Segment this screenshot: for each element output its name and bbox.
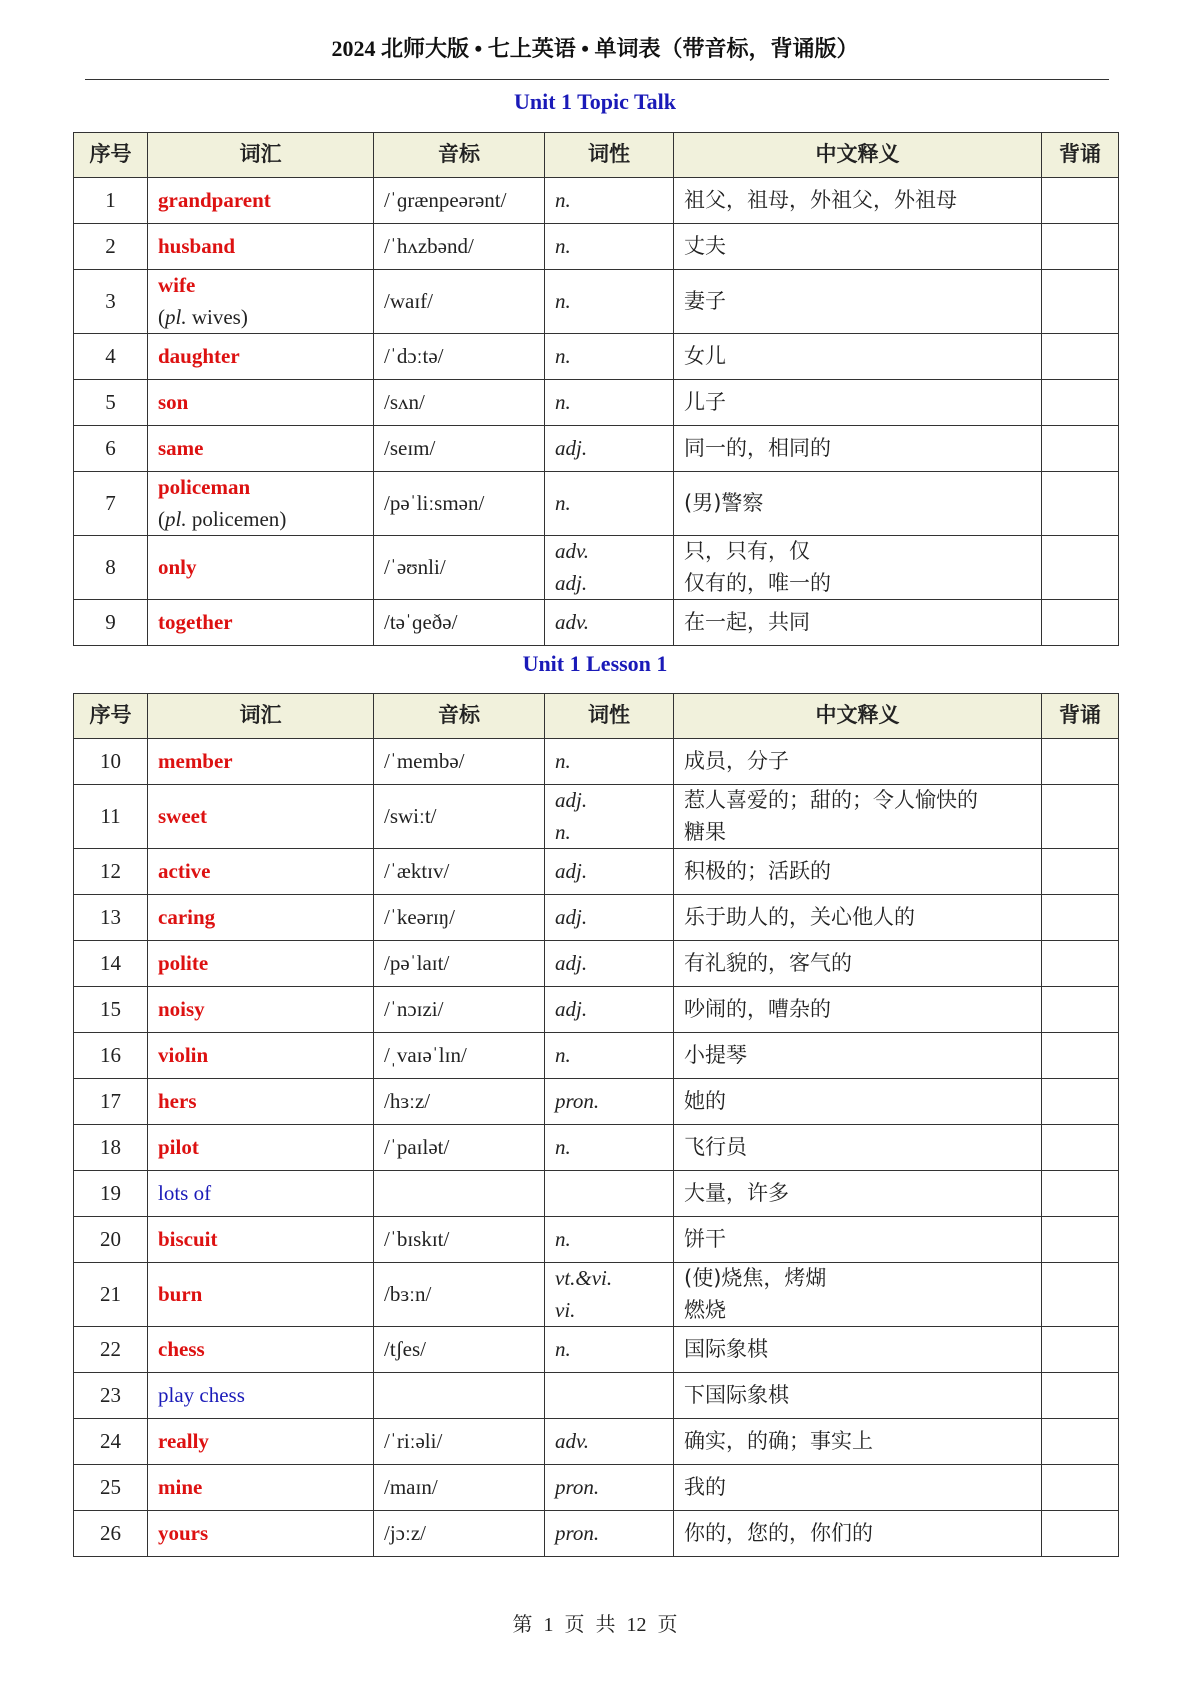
pos-cell bbox=[545, 1419, 674, 1465]
meaning-text: 大量，许多 bbox=[684, 1180, 789, 1205]
pos-text: n. bbox=[555, 1042, 571, 1067]
word-cell bbox=[148, 536, 374, 600]
word-cell bbox=[148, 472, 374, 536]
meaning-cell bbox=[674, 178, 1042, 224]
word-cell bbox=[148, 334, 374, 380]
col-header-pos: 词性 bbox=[545, 133, 674, 178]
pos-text: n. bbox=[555, 389, 571, 414]
word-text: husband bbox=[158, 233, 236, 258]
phonetic-cell: /ˈriːəli/ bbox=[374, 1419, 545, 1465]
col-header-number: 序号 bbox=[74, 133, 148, 178]
word-text: only bbox=[158, 554, 197, 579]
pos-cell bbox=[545, 1079, 674, 1125]
phonetic-cell: /ˈkeərɪŋ/ bbox=[374, 895, 545, 941]
pos-text: adj. bbox=[555, 904, 588, 929]
row-number: 14 bbox=[74, 941, 148, 987]
pos-cell bbox=[545, 1125, 674, 1171]
word-cell bbox=[148, 1511, 374, 1557]
pos-cell bbox=[545, 178, 674, 224]
recite-cell bbox=[1042, 987, 1119, 1033]
meaning-text: 同一的，相同的 bbox=[684, 435, 831, 460]
row-number: 13 bbox=[74, 895, 148, 941]
plural-word: policemen bbox=[191, 506, 280, 531]
word-cell bbox=[148, 785, 374, 849]
phonetic-cell: /ˈæktɪv/ bbox=[374, 849, 545, 895]
row-number: 23 bbox=[74, 1373, 148, 1419]
pos-cell bbox=[545, 1171, 674, 1217]
phonetic-cell: /maɪn/ bbox=[374, 1465, 545, 1511]
table-row bbox=[74, 1033, 1119, 1079]
plural-word: wives bbox=[191, 304, 241, 329]
table-row bbox=[74, 334, 1119, 380]
col-header-meaning: 中文释义 bbox=[674, 133, 1042, 178]
pos-text: adv. bbox=[555, 539, 590, 563]
recite-cell bbox=[1042, 472, 1119, 536]
phonetic-cell: /ˈəʊnli/ bbox=[374, 536, 545, 600]
table-row bbox=[74, 536, 1119, 600]
word-cell bbox=[148, 987, 374, 1033]
col-header-recite: 背诵 bbox=[1042, 133, 1119, 178]
pos-cell bbox=[545, 941, 674, 987]
phonetic-cell: /təˈɡeðə/ bbox=[374, 600, 545, 646]
word-text: member bbox=[158, 748, 233, 773]
meaning-text: 在一起，共同 bbox=[684, 609, 810, 634]
meaning-text: 妻子 bbox=[684, 288, 726, 313]
meaning-cell bbox=[674, 224, 1042, 270]
pos-cell bbox=[545, 426, 674, 472]
word-cell bbox=[148, 1125, 374, 1171]
meaning-text: 燃烧 bbox=[684, 1297, 726, 1322]
word-cell bbox=[148, 1263, 374, 1327]
col-header-meaning: 中文释义 bbox=[674, 694, 1042, 739]
word-text: noisy bbox=[158, 996, 205, 1021]
row-number: 26 bbox=[74, 1511, 148, 1557]
recite-cell bbox=[1042, 1373, 1119, 1419]
phonetic-cell: /ˈhʌzbənd/ bbox=[374, 224, 545, 270]
recite-cell bbox=[1042, 1217, 1119, 1263]
meaning-cell bbox=[674, 600, 1042, 646]
recite-cell bbox=[1042, 1327, 1119, 1373]
word-text: policeman bbox=[158, 475, 251, 499]
recite-cell bbox=[1042, 1465, 1119, 1511]
word-cell bbox=[148, 1465, 374, 1511]
meaning-text: 飞行员 bbox=[684, 1134, 747, 1159]
row-number: 1 bbox=[74, 178, 148, 224]
row-number: 2 bbox=[74, 224, 148, 270]
pos-cell bbox=[545, 1033, 674, 1079]
meaning-cell bbox=[674, 1263, 1042, 1327]
row-number: 11 bbox=[74, 785, 148, 849]
word-cell bbox=[148, 1033, 374, 1079]
meaning-text: (男)警察 bbox=[684, 490, 764, 515]
table-row bbox=[74, 1079, 1119, 1125]
meaning-text: 她的 bbox=[684, 1088, 726, 1113]
row-number: 25 bbox=[74, 1465, 148, 1511]
table-row bbox=[74, 941, 1119, 987]
plural-form: (pl. policemen) bbox=[158, 506, 287, 531]
table-row bbox=[74, 380, 1119, 426]
pos-text: n. bbox=[555, 748, 571, 773]
table-row bbox=[74, 1327, 1119, 1373]
vocab-table bbox=[73, 693, 1119, 1557]
word-cell bbox=[148, 1079, 374, 1125]
word-text: really bbox=[158, 1428, 209, 1453]
pos-text: adj. bbox=[555, 950, 588, 975]
row-number: 3 bbox=[74, 270, 148, 334]
meaning-cell bbox=[674, 1079, 1042, 1125]
recite-cell bbox=[1042, 1511, 1119, 1557]
pos-text: n. bbox=[555, 819, 571, 844]
pos-cell bbox=[545, 472, 674, 536]
recite-cell bbox=[1042, 600, 1119, 646]
pos-cell bbox=[545, 380, 674, 426]
recite-cell bbox=[1042, 1033, 1119, 1079]
pos-cell bbox=[545, 270, 674, 334]
pos-text: pron. bbox=[555, 1520, 600, 1545]
meaning-cell bbox=[674, 1373, 1042, 1419]
col-header-recite: 背诵 bbox=[1042, 694, 1119, 739]
word-text: son bbox=[158, 389, 189, 414]
row-number: 5 bbox=[74, 380, 148, 426]
col-header-phonetic: 音标 bbox=[374, 694, 545, 739]
pos-cell bbox=[545, 334, 674, 380]
col-header-pos: 词性 bbox=[545, 694, 674, 739]
meaning-cell bbox=[674, 472, 1042, 536]
table-row bbox=[74, 426, 1119, 472]
meaning-text: 国际象棋 bbox=[684, 1336, 768, 1361]
pos-text: n. bbox=[555, 343, 571, 368]
plural-form: (pl. wives) bbox=[158, 304, 248, 329]
meaning-cell bbox=[674, 536, 1042, 600]
meaning-cell bbox=[674, 1465, 1042, 1511]
meaning-cell bbox=[674, 739, 1042, 785]
pos-text: vi. bbox=[555, 1297, 576, 1322]
meaning-cell bbox=[674, 1217, 1042, 1263]
row-number: 17 bbox=[74, 1079, 148, 1125]
phonetic-cell: /ˈnɔɪzi/ bbox=[374, 987, 545, 1033]
pos-text: adj. bbox=[555, 858, 588, 883]
recite-cell bbox=[1042, 426, 1119, 472]
word-cell bbox=[148, 1373, 374, 1419]
table-row bbox=[74, 178, 1119, 224]
meaning-text: 小提琴 bbox=[684, 1042, 747, 1067]
word-text: biscuit bbox=[158, 1226, 218, 1251]
vocab-table bbox=[73, 132, 1119, 646]
meaning-text: 吵闹的，嘈杂的 bbox=[684, 996, 831, 1021]
phonetic-cell bbox=[374, 1373, 545, 1419]
meaning-text: 积极的；活跃的 bbox=[684, 858, 831, 883]
phonetic-cell: /bɜːn/ bbox=[374, 1263, 545, 1327]
phonetic-cell: /ˌvaɪəˈlɪn/ bbox=[374, 1033, 545, 1079]
phonetic-cell: /sʌn/ bbox=[374, 380, 545, 426]
word-cell bbox=[148, 941, 374, 987]
recite-cell bbox=[1042, 1419, 1119, 1465]
row-number: 16 bbox=[74, 1033, 148, 1079]
pos-text: n. bbox=[555, 1226, 571, 1251]
meaning-text: (使)烧焦，烤煳 bbox=[684, 1266, 827, 1290]
meaning-text: 有礼貌的，客气的 bbox=[684, 950, 852, 975]
row-number: 21 bbox=[74, 1263, 148, 1327]
word-cell bbox=[148, 178, 374, 224]
recite-cell bbox=[1042, 536, 1119, 600]
phonetic-cell: /seɪm/ bbox=[374, 426, 545, 472]
meaning-text: 成员，分子 bbox=[684, 748, 789, 773]
table-row bbox=[74, 1125, 1119, 1171]
phonetic-cell: /ˈpaɪlət/ bbox=[374, 1125, 545, 1171]
recite-cell bbox=[1042, 849, 1119, 895]
recite-cell bbox=[1042, 1171, 1119, 1217]
row-number: 24 bbox=[74, 1419, 148, 1465]
row-number: 22 bbox=[74, 1327, 148, 1373]
col-header-phonetic: 音标 bbox=[374, 133, 545, 178]
word-text: mine bbox=[158, 1474, 203, 1499]
phonetic-cell: /ˈmembə/ bbox=[374, 739, 545, 785]
word-text: yours bbox=[158, 1520, 209, 1545]
meaning-text: 糖果 bbox=[684, 819, 726, 844]
table-row bbox=[74, 1217, 1119, 1263]
pos-cell bbox=[545, 785, 674, 849]
table-row bbox=[74, 895, 1119, 941]
meaning-cell bbox=[674, 849, 1042, 895]
recite-cell bbox=[1042, 785, 1119, 849]
recite-cell bbox=[1042, 895, 1119, 941]
meaning-text: 乐于助人的，关心他人的 bbox=[684, 904, 915, 929]
meaning-text: 仅有的，唯一的 bbox=[684, 570, 831, 595]
pos-text: n. bbox=[555, 1336, 571, 1361]
recite-cell bbox=[1042, 1079, 1119, 1125]
meaning-text: 只，只有，仅 bbox=[684, 539, 810, 563]
phonetic-cell: /tʃes/ bbox=[374, 1327, 545, 1373]
word-cell bbox=[148, 270, 374, 334]
word-cell bbox=[148, 849, 374, 895]
table-row bbox=[74, 1465, 1119, 1511]
meaning-text: 我的 bbox=[684, 1474, 726, 1499]
pos-cell bbox=[545, 536, 674, 600]
meaning-text: 下国际象棋 bbox=[684, 1382, 789, 1407]
row-number: 12 bbox=[74, 849, 148, 895]
pos-cell bbox=[545, 987, 674, 1033]
row-number: 6 bbox=[74, 426, 148, 472]
section-title: Unit 1 Topic Talk bbox=[513, 89, 677, 114]
row-number: 20 bbox=[74, 1217, 148, 1263]
pos-cell bbox=[545, 1263, 674, 1327]
col-header-word: 词汇 bbox=[148, 133, 374, 178]
meaning-cell bbox=[674, 1511, 1042, 1557]
pos-text: adj. bbox=[555, 788, 588, 812]
pos-cell bbox=[545, 224, 674, 270]
meaning-text: 你的，您的，你们的 bbox=[684, 1520, 873, 1545]
word-text: burn bbox=[158, 1281, 203, 1306]
table-row bbox=[74, 785, 1119, 849]
recite-cell bbox=[1042, 1125, 1119, 1171]
meaning-cell bbox=[674, 1033, 1042, 1079]
word-cell bbox=[148, 1327, 374, 1373]
pos-text: pron. bbox=[555, 1088, 600, 1113]
meaning-text: 儿子 bbox=[684, 389, 726, 414]
document-title: 2024 北师大版 • 七上英语 • 单词表（带音标，背诵版） bbox=[331, 36, 859, 61]
table-row bbox=[74, 1419, 1119, 1465]
word-text: hers bbox=[158, 1088, 197, 1113]
pos-text: adv. bbox=[555, 609, 590, 634]
pos-cell bbox=[545, 600, 674, 646]
word-cell bbox=[148, 1217, 374, 1263]
pos-cell bbox=[545, 1373, 674, 1419]
recite-cell bbox=[1042, 1263, 1119, 1327]
meaning-text: 惹人喜爱的；甜的；令人愉快的 bbox=[684, 788, 978, 812]
meaning-text: 饼干 bbox=[684, 1226, 726, 1251]
pos-text: adj. bbox=[555, 435, 588, 460]
word-text: play chess bbox=[158, 1382, 245, 1407]
word-cell bbox=[148, 224, 374, 270]
meaning-cell bbox=[674, 270, 1042, 334]
recite-cell bbox=[1042, 224, 1119, 270]
phonetic-cell: /ˈɡrænpeərənt/ bbox=[374, 178, 545, 224]
phonetic-cell: /swiːt/ bbox=[374, 785, 545, 849]
word-text: together bbox=[158, 609, 233, 634]
table-row bbox=[74, 270, 1119, 334]
table-row bbox=[74, 472, 1119, 536]
word-text: daughter bbox=[158, 343, 240, 368]
phonetic-cell: /hɜːz/ bbox=[374, 1079, 545, 1125]
word-cell bbox=[148, 739, 374, 785]
row-number: 15 bbox=[74, 987, 148, 1033]
header-row bbox=[74, 133, 1119, 178]
table-row bbox=[74, 1373, 1119, 1419]
meaning-text: 女儿 bbox=[684, 343, 726, 368]
recite-cell bbox=[1042, 334, 1119, 380]
word-text: violin bbox=[158, 1042, 209, 1067]
pos-cell bbox=[545, 1465, 674, 1511]
pos-text: adj. bbox=[555, 996, 588, 1021]
recite-cell bbox=[1042, 941, 1119, 987]
row-number: 18 bbox=[74, 1125, 148, 1171]
word-cell bbox=[148, 380, 374, 426]
header-row bbox=[74, 694, 1119, 739]
meaning-text: 祖父，祖母，外祖父，外祖母 bbox=[684, 187, 957, 212]
recite-cell bbox=[1042, 178, 1119, 224]
word-text: chess bbox=[158, 1336, 205, 1361]
meaning-cell bbox=[674, 1327, 1042, 1373]
table-row bbox=[74, 1263, 1119, 1327]
recite-cell bbox=[1042, 270, 1119, 334]
pos-text: adj. bbox=[555, 570, 588, 595]
title-divider bbox=[85, 79, 1109, 80]
pos-text: pron. bbox=[555, 1474, 600, 1499]
row-number: 10 bbox=[74, 739, 148, 785]
table-row bbox=[74, 1511, 1119, 1557]
meaning-cell bbox=[674, 785, 1042, 849]
meaning-cell bbox=[674, 895, 1042, 941]
pos-text: n. bbox=[555, 233, 571, 258]
phonetic-cell: /ˈbɪskɪt/ bbox=[374, 1217, 545, 1263]
table-row bbox=[74, 224, 1119, 270]
meaning-text: 丈夫 bbox=[684, 233, 726, 258]
recite-cell bbox=[1042, 380, 1119, 426]
col-header-word: 词汇 bbox=[148, 694, 374, 739]
table-row bbox=[74, 739, 1119, 785]
pos-cell bbox=[545, 1511, 674, 1557]
meaning-cell bbox=[674, 941, 1042, 987]
table-row bbox=[74, 987, 1119, 1033]
meaning-cell bbox=[674, 1171, 1042, 1217]
phonetic-cell: /ˈdɔːtə/ bbox=[374, 334, 545, 380]
word-text: wife bbox=[158, 273, 196, 297]
pos-cell bbox=[545, 739, 674, 785]
phonetic-cell: /jɔːz/ bbox=[374, 1511, 545, 1557]
word-cell bbox=[148, 1419, 374, 1465]
pos-cell bbox=[545, 895, 674, 941]
word-text: same bbox=[158, 435, 204, 460]
meaning-cell bbox=[674, 334, 1042, 380]
pos-text: n. bbox=[555, 490, 571, 515]
pos-cell bbox=[545, 1327, 674, 1373]
pos-text: n. bbox=[555, 1134, 571, 1159]
section-title: Unit 1 Lesson 1 bbox=[522, 651, 668, 676]
row-number: 7 bbox=[74, 472, 148, 536]
table-row bbox=[74, 849, 1119, 895]
word-text: polite bbox=[158, 950, 209, 975]
word-cell bbox=[148, 600, 374, 646]
pos-text: adv. bbox=[555, 1428, 590, 1453]
word-cell bbox=[148, 895, 374, 941]
pos-cell bbox=[545, 849, 674, 895]
row-number: 4 bbox=[74, 334, 148, 380]
row-number: 9 bbox=[74, 600, 148, 646]
word-text: lots of bbox=[158, 1180, 212, 1205]
col-header-number: 序号 bbox=[74, 694, 148, 739]
row-number: 19 bbox=[74, 1171, 148, 1217]
word-text: active bbox=[158, 858, 211, 883]
recite-cell bbox=[1042, 739, 1119, 785]
phonetic-cell bbox=[374, 1171, 545, 1217]
row-number: 8 bbox=[74, 536, 148, 600]
pos-cell bbox=[545, 1217, 674, 1263]
word-text: sweet bbox=[158, 803, 207, 828]
meaning-cell bbox=[674, 987, 1042, 1033]
table-row bbox=[74, 600, 1119, 646]
word-text: pilot bbox=[158, 1134, 199, 1159]
meaning-cell bbox=[674, 380, 1042, 426]
pos-text: n. bbox=[555, 187, 571, 212]
phonetic-cell: /pəˈlaɪt/ bbox=[374, 941, 545, 987]
table-row bbox=[74, 1171, 1119, 1217]
word-cell bbox=[148, 426, 374, 472]
phonetic-cell: /waɪf/ bbox=[374, 270, 545, 334]
page-footer: 第 1 页 共 12 页 bbox=[512, 1614, 678, 1636]
meaning-cell bbox=[674, 1419, 1042, 1465]
meaning-cell bbox=[674, 1125, 1042, 1171]
phonetic-cell: /pəˈliːsmən/ bbox=[374, 472, 545, 536]
word-cell bbox=[148, 1171, 374, 1217]
word-text: grandparent bbox=[158, 187, 271, 212]
meaning-cell bbox=[674, 426, 1042, 472]
pos-text: vt.&vi. bbox=[555, 1266, 613, 1290]
word-text: caring bbox=[158, 904, 216, 929]
pos-text: n. bbox=[555, 288, 571, 313]
meaning-text: 确实，的确；事实上 bbox=[684, 1428, 873, 1453]
